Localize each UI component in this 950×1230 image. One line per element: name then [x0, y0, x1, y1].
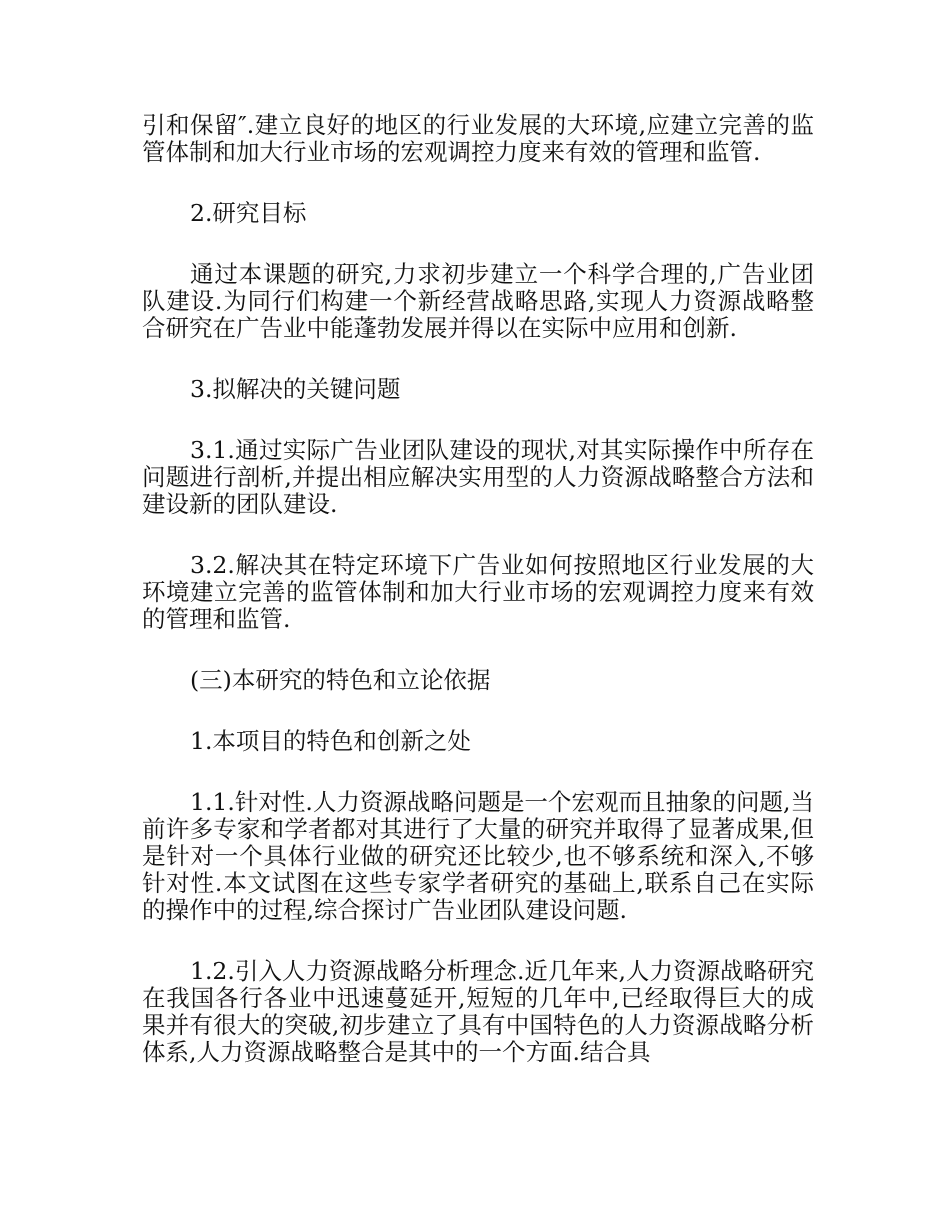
document-page [142, 112, 814, 1100]
paragraph-research-goals: 通过本课题的研究,力求初步建立一个科学合理的,广告业团队建设.为同行们构建一个新经营战略思路,实现人力资源战略整合研究在广告业中能蓬勃发展并得以在实际中应用和创新. [142, 260, 814, 342]
section-heading-key-problems: 3.拟解决的关键问题 [190, 375, 401, 403]
paragraph-feature-1-2: 1.2.引入人力资源战略分析理念.近几年来,人力资源战略研究在我国各行各业中迅速蔓延开,短短的几年中,已经取得巨大的成果并有很大的突破,初步建立了具有中国特色的人力资源战略分析体系,人力资源战略整合是其中的一个方面.结合具 [142, 957, 814, 1066]
paragraph-continuation: 引和保留″.建立良好的地区的行业发展的大环境,应建立完善的监管体制和加大行业市场的宏观调控力度来有效的管理和监管. [142, 111, 814, 166]
paragraph-key-problem-3-2: 3.2.解决其在特定环境下广告业如何按照地区行业发展的大环境建立完善的监管体制和加大行业市场的宏观调控力度来有效的管理和监管. [142, 551, 814, 633]
section-heading-research-goals: 2.研究目标 [190, 199, 307, 227]
section-heading-features-innovation: 1.本项目的特色和创新之处 [190, 727, 471, 755]
section-heading-features-basis: (三)本研究的特色和立论依据 [190, 666, 491, 694]
paragraph-feature-1-1: 1.1.针对性.人力资源战略问题是一个宏观而且抽象的问题,当前许多专家和学者都对其进行了大量的研究并取得了显著成果,但是针对一个具体行业做的研究还比较少,也不够系统和深入,不够针对性.本文试图在这些专家学者研究的基础上,联系自己在实际的操作中的过程,综合探讨广告业团队建设问题. [142, 788, 814, 924]
paragraph-key-problem-3-1: 3.1.通过实际广告业团队建设的现状,对其实际操作中所存在问题进行剖析,并提出相应解决实用型的人力资源战略整合方法和建设新的团队建设. [142, 436, 814, 518]
